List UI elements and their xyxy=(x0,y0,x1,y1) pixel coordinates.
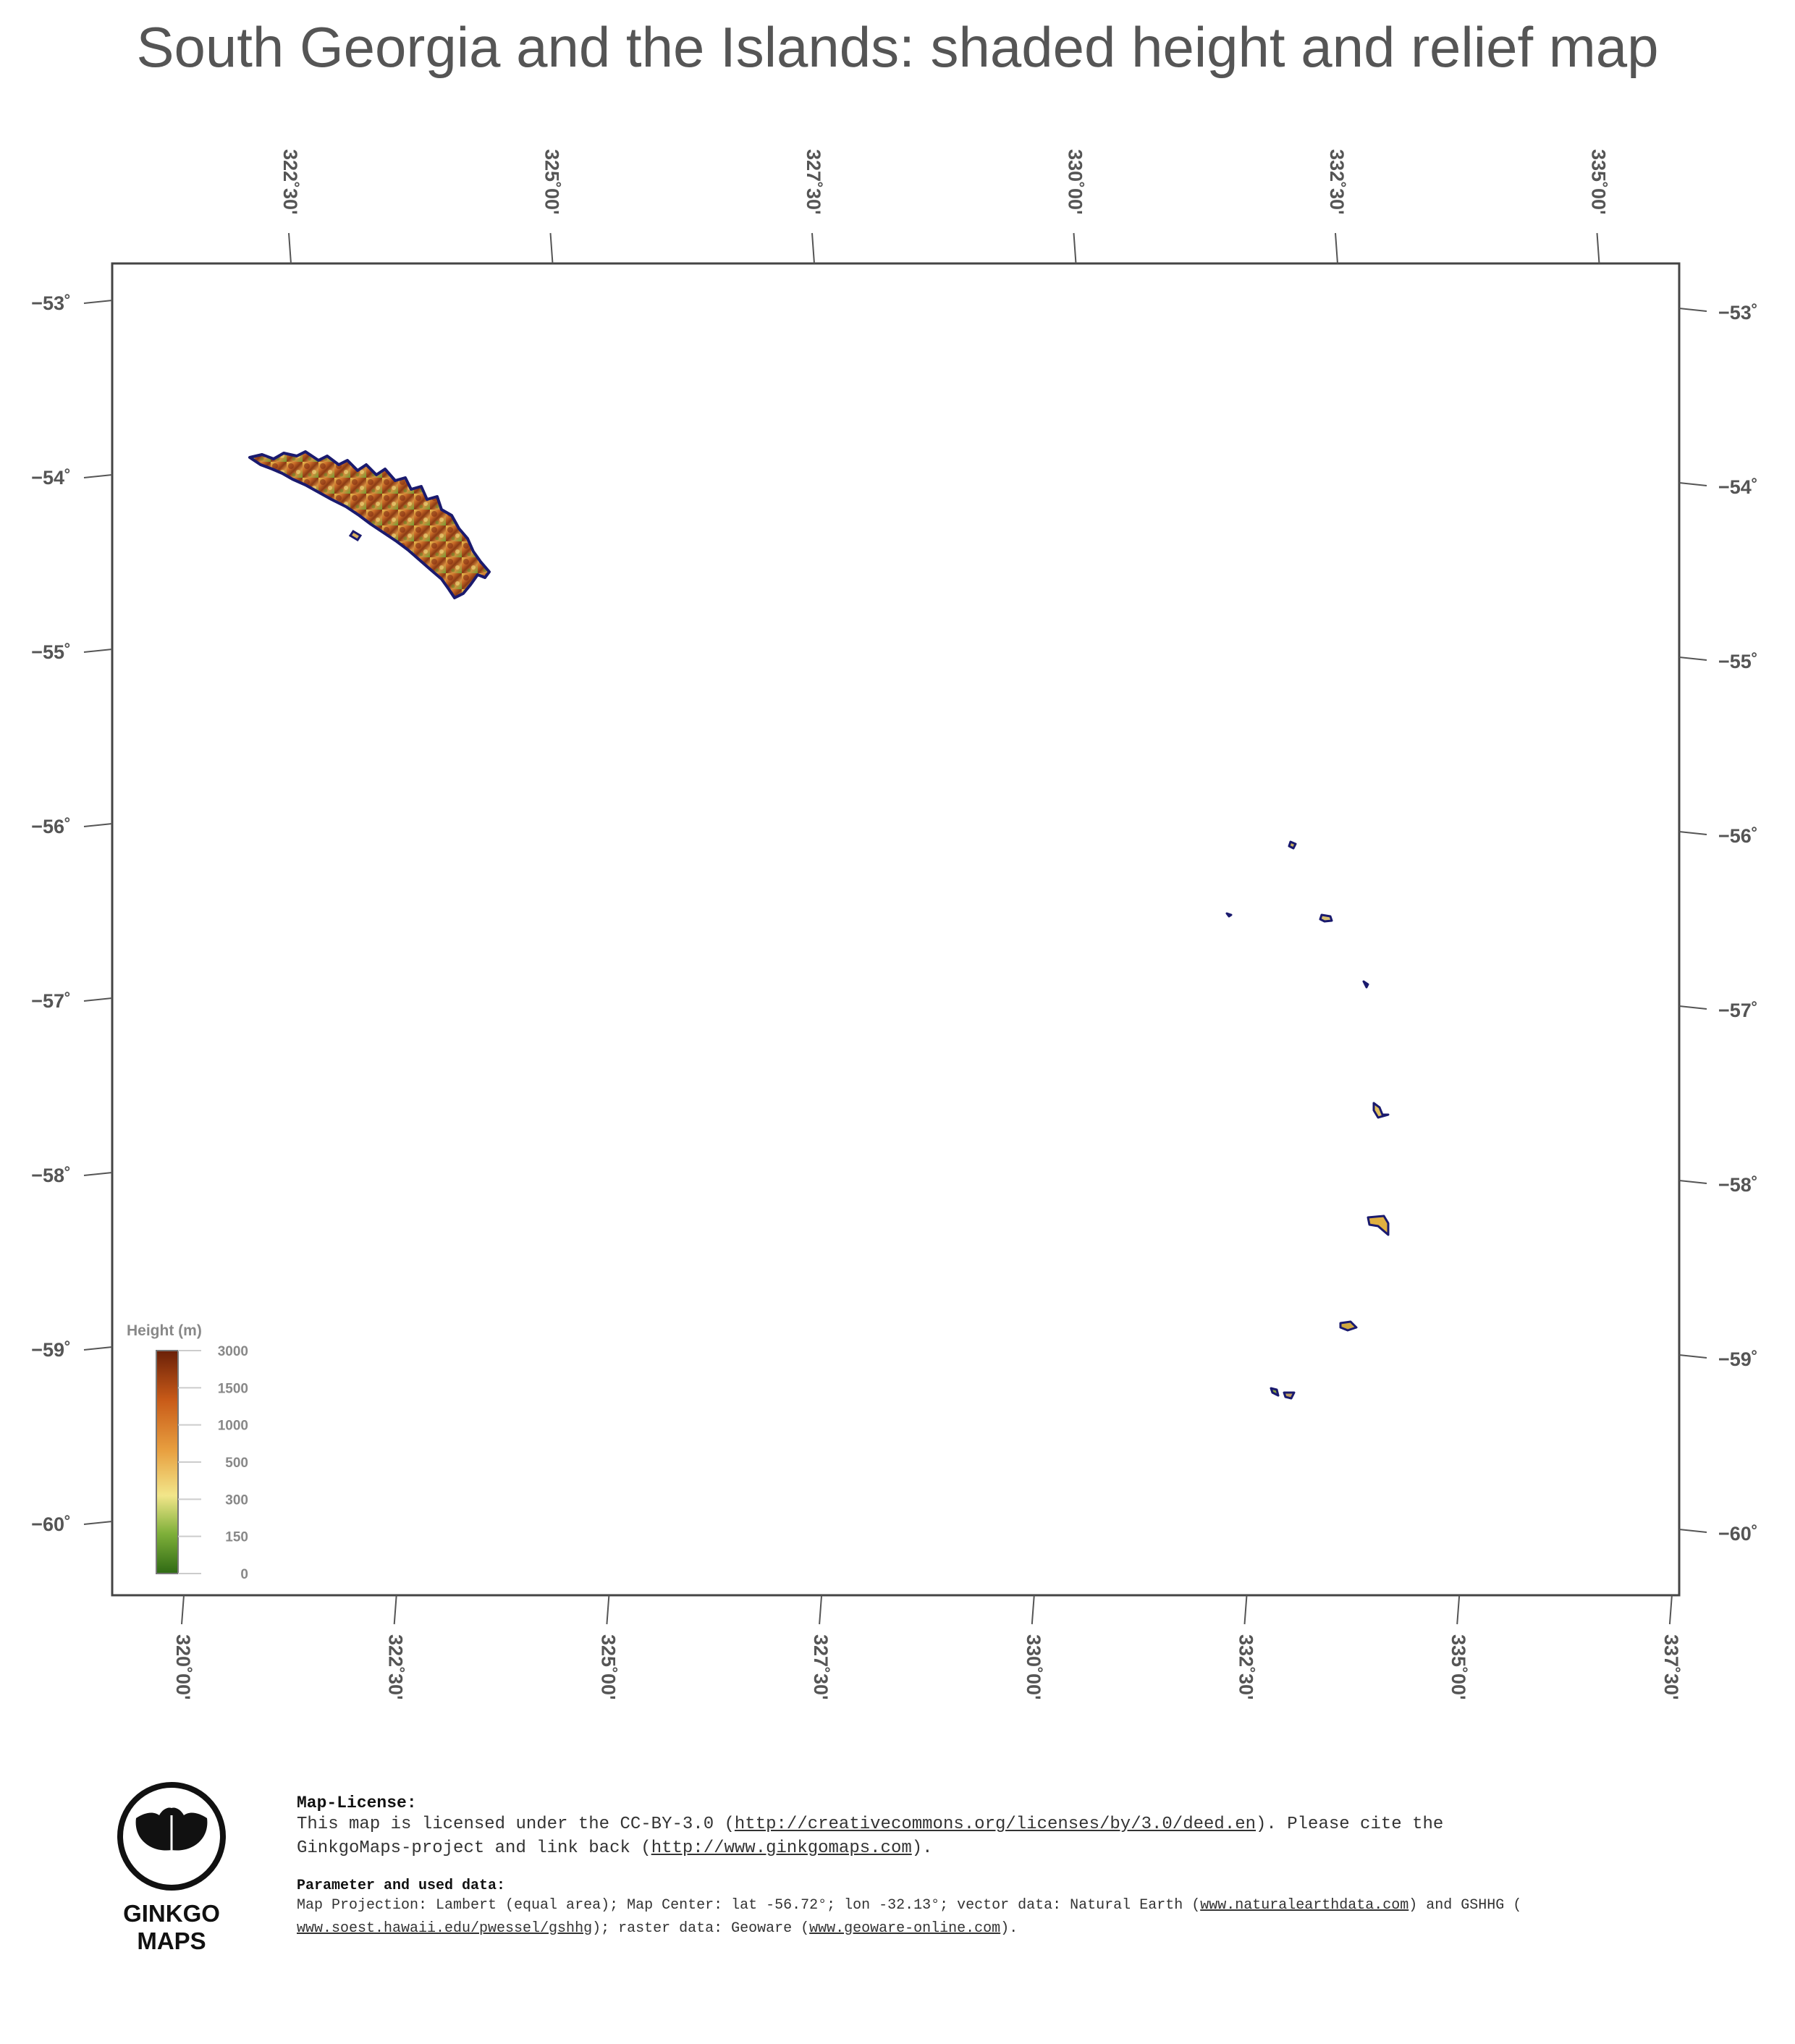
right-tick-mark xyxy=(1679,1355,1707,1358)
bottom-tick-label: 335˚00' xyxy=(1448,1634,1470,1700)
left-tick-mark xyxy=(84,1173,112,1175)
map-title: South Georgia and the Islands: shaded height and relief map xyxy=(136,15,1659,79)
bottom-tick-mark xyxy=(1670,1595,1672,1624)
bottom-tick-label: 325˚00' xyxy=(597,1634,620,1700)
legend-label: 1000 xyxy=(217,1418,248,1434)
logo-text xyxy=(116,1900,227,1955)
right-tick-mark xyxy=(1679,1529,1707,1532)
right-tick-label: −57˚ xyxy=(1718,1000,1758,1021)
param-text xyxy=(297,1894,1672,1940)
left-tick-label: −58˚ xyxy=(31,1165,71,1186)
bottom-tick-label: 320˚00' xyxy=(172,1634,194,1700)
param-text-2: ) and GSHHG ( xyxy=(1408,1897,1522,1914)
legend-label: 300 xyxy=(225,1492,248,1508)
bottom-tick-mark xyxy=(1032,1595,1034,1624)
legend-title: Height (m) xyxy=(127,1322,202,1339)
right-tick-label: −58˚ xyxy=(1718,1174,1758,1196)
bottom-tick-label: 330˚00' xyxy=(1022,1634,1044,1700)
ginkgo-logo[interactable] xyxy=(116,1781,227,1955)
ginkgo-leaf-icon xyxy=(116,1781,227,1892)
right-tick-mark xyxy=(1679,657,1707,660)
left-tick-label: −60˚ xyxy=(31,1513,71,1535)
license-text-3: GinkgoMaps-project and link back ( xyxy=(297,1838,651,1858)
left-tick-label: −54˚ xyxy=(31,467,71,489)
top-tick-mark xyxy=(551,233,553,263)
right-tick-mark xyxy=(1679,308,1707,311)
left-tick-mark xyxy=(84,998,112,1001)
left-latitude-ticks xyxy=(31,292,112,1535)
footer xyxy=(297,1794,1672,1940)
bottom-tick-mark xyxy=(607,1595,609,1624)
right-tick-label: −59˚ xyxy=(1718,1348,1758,1370)
left-tick-mark xyxy=(84,649,112,652)
bottom-tick-label: 337˚30' xyxy=(1660,1634,1682,1700)
left-tick-mark xyxy=(84,475,112,478)
naturalearth-link[interactable]: www.naturalearthdata.com xyxy=(1200,1897,1409,1914)
param-heading: Parameter and used data: xyxy=(297,1878,506,1894)
right-tick-label: −53˚ xyxy=(1718,302,1758,324)
legend-label: 1500 xyxy=(217,1381,248,1397)
left-tick-mark xyxy=(84,1347,112,1350)
right-tick-mark xyxy=(1679,1006,1707,1009)
license-heading: Map-License: xyxy=(297,1794,417,1812)
bottom-tick-label: 327˚30' xyxy=(810,1634,832,1700)
top-tick-label: 335˚00' xyxy=(1587,149,1610,215)
legend-label: 500 xyxy=(225,1456,248,1471)
legend-label: 150 xyxy=(225,1529,248,1545)
left-tick-mark xyxy=(84,300,112,303)
bottom-tick-mark xyxy=(1457,1595,1459,1624)
top-longitude-ticks xyxy=(279,149,1610,263)
bottom-tick-mark xyxy=(1245,1595,1247,1624)
top-tick-mark xyxy=(1335,233,1338,263)
top-tick-label: 330˚00' xyxy=(1064,149,1086,215)
geoware-link[interactable]: www.geoware-online.com xyxy=(809,1920,1001,1937)
top-tick-mark xyxy=(1597,233,1600,263)
license-text xyxy=(297,1812,1672,1860)
left-tick-label: −53˚ xyxy=(31,292,71,314)
license-text-4: ). xyxy=(911,1838,933,1858)
bottom-tick-mark xyxy=(182,1595,184,1624)
right-tick-mark xyxy=(1679,483,1707,486)
right-tick-label: −60˚ xyxy=(1718,1523,1758,1545)
legend-label: 3000 xyxy=(217,1344,248,1359)
right-tick-mark xyxy=(1679,1181,1707,1183)
right-tick-mark xyxy=(1679,832,1707,835)
license-text-1: This map is licensed under the CC-BY-3.0 ( xyxy=(297,1815,735,1834)
top-tick-label: 332˚30' xyxy=(1326,149,1348,215)
top-tick-mark xyxy=(812,233,814,263)
left-tick-label: −56˚ xyxy=(31,816,71,837)
legend-color-bar xyxy=(156,1351,178,1574)
left-tick-label: −57˚ xyxy=(31,990,71,1012)
left-tick-mark xyxy=(84,824,112,827)
right-latitude-ticks xyxy=(1679,302,1758,1545)
bottom-tick-label: 322˚30' xyxy=(384,1634,407,1700)
logo-line-1: GINKGO xyxy=(123,1900,220,1927)
top-tick-label: 327˚30' xyxy=(803,149,824,215)
param-text-3: ); raster data: Geoware ( xyxy=(592,1920,810,1937)
bottom-longitude-ticks xyxy=(172,1595,1682,1700)
top-tick-mark xyxy=(289,233,291,263)
legend-label: 0 xyxy=(240,1567,248,1582)
bottom-tick-label: 332˚30' xyxy=(1235,1634,1257,1700)
param-text-4: ). xyxy=(1000,1920,1018,1937)
gshhg-link[interactable]: www.soest.hawaii.edu/pwessel/gshhg xyxy=(297,1920,593,1937)
left-tick-mark xyxy=(84,1521,112,1524)
right-tick-label: −54˚ xyxy=(1718,476,1758,498)
top-tick-label: 325˚00' xyxy=(541,149,563,215)
bottom-tick-mark xyxy=(394,1595,397,1624)
left-tick-label: −55˚ xyxy=(31,641,71,663)
cc-license-link[interactable]: http://creativecommons.org/licenses/by/3.0/deed.en xyxy=(734,1815,1256,1834)
top-tick-label: 322˚30' xyxy=(279,149,301,215)
logo-line-2: MAPS xyxy=(137,1927,206,1954)
left-tick-label: −59˚ xyxy=(31,1339,71,1361)
right-tick-label: −55˚ xyxy=(1718,651,1758,672)
top-tick-mark xyxy=(1074,233,1076,263)
license-text-2: ). Please cite the xyxy=(1256,1815,1444,1834)
ginkgomaps-link[interactable]: http://www.ginkgomaps.com xyxy=(651,1838,912,1858)
bottom-tick-mark xyxy=(819,1595,822,1624)
right-tick-label: −56˚ xyxy=(1718,825,1758,847)
param-text-1: Map Projection: Lambert (equal area); Map Center: lat -56.72°; lon -32.13°; vector data: Natural Earth ( xyxy=(297,1897,1201,1914)
